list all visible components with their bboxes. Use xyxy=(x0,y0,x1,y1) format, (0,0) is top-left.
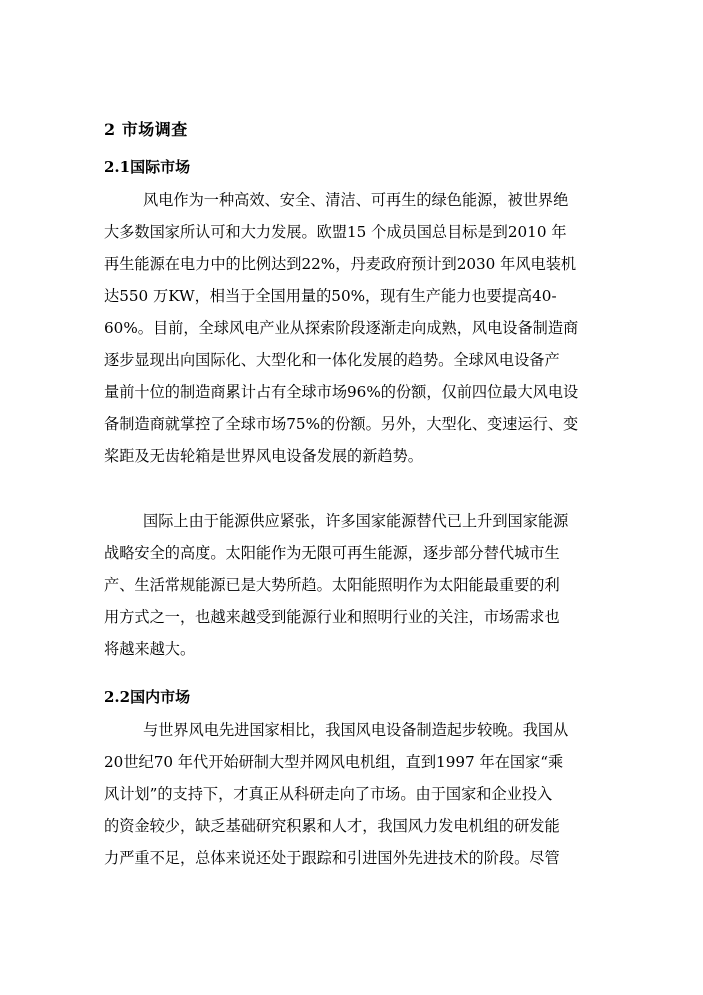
text-line: 桨距及无齿轮箱是世界风电设备发展的新趋势。 xyxy=(104,447,423,465)
text-line: 风电作为一种高效、安全、清洁、可再生的绿色能源，被世界绝 xyxy=(143,191,569,209)
subsection-heading-international: 2.1国际市场 xyxy=(104,158,191,176)
text-line: 备制造商就掌控了全球市场75%的份额。另外，大型化、变速运行、变 xyxy=(104,415,579,433)
paragraph-international-wind xyxy=(104,184,624,472)
text-line: 将越来越大。 xyxy=(104,640,196,658)
text-line: 60%。目前，全球风电产业从探索阶段逐渐走向成熟，风电设备制造商 xyxy=(104,319,579,337)
text-line: 战略安全的高度。太阳能作为无限可再生能源，逐步部分替代城市生 xyxy=(104,544,560,562)
text-line: 逐步显现出向国际化、大型化和一体化发展的趋势。全球风电设备产 xyxy=(104,351,560,369)
paragraph-domestic-wind xyxy=(104,714,624,874)
text-line: 用方式之一，也越来越受到能源行业和照明行业的关注，市场需求也 xyxy=(104,608,560,626)
text-line: 国际上由于能源供应紧张，许多国家能源替代已上升到国家能源 xyxy=(143,512,569,530)
text-line: 再生能源在电力中的比例达到22%，丹麦政府预计到2030 年风电装机 xyxy=(104,255,577,273)
text-line: 产、生活常规能源已是大势所趋。太阳能照明作为太阳能最重要的利 xyxy=(104,576,560,594)
text-line: 与世界风电先进国家相比，我国风电设备制造起步较晚。我国从 xyxy=(143,721,569,739)
text-line: 20世纪70 年代开始研制大型并网风电机组，直到1997 年在国家“乘 xyxy=(104,753,564,771)
text-line: 的资金较少，缺乏基础研究积累和人才，我国风力发电机组的研发能 xyxy=(104,817,560,835)
text-line: 风计划”的支持下，才真正从科研走向了市场。由于国家和企业投入 xyxy=(104,785,553,803)
text-line: 量前十位的制造商累计占有全球市场96%的份额，仅前四位最大风电设 xyxy=(104,383,579,401)
text-line: 力严重不足，总体来说还处于跟踪和引进国外先进技术的阶段。尽管 xyxy=(104,849,560,867)
subsection-heading-domestic: 2.2国内市场 xyxy=(104,688,191,706)
paragraph-international-solar xyxy=(104,505,624,665)
section-heading: 2 市场调查 xyxy=(104,120,188,139)
text-line: 大多数国家所认可和大力发展。欧盟15 个成员国总目标是到2010 年 xyxy=(104,223,567,241)
text-line: 达550 万KW，相当于全国用量的50%，现有生产能力也要提高40- xyxy=(104,287,557,305)
